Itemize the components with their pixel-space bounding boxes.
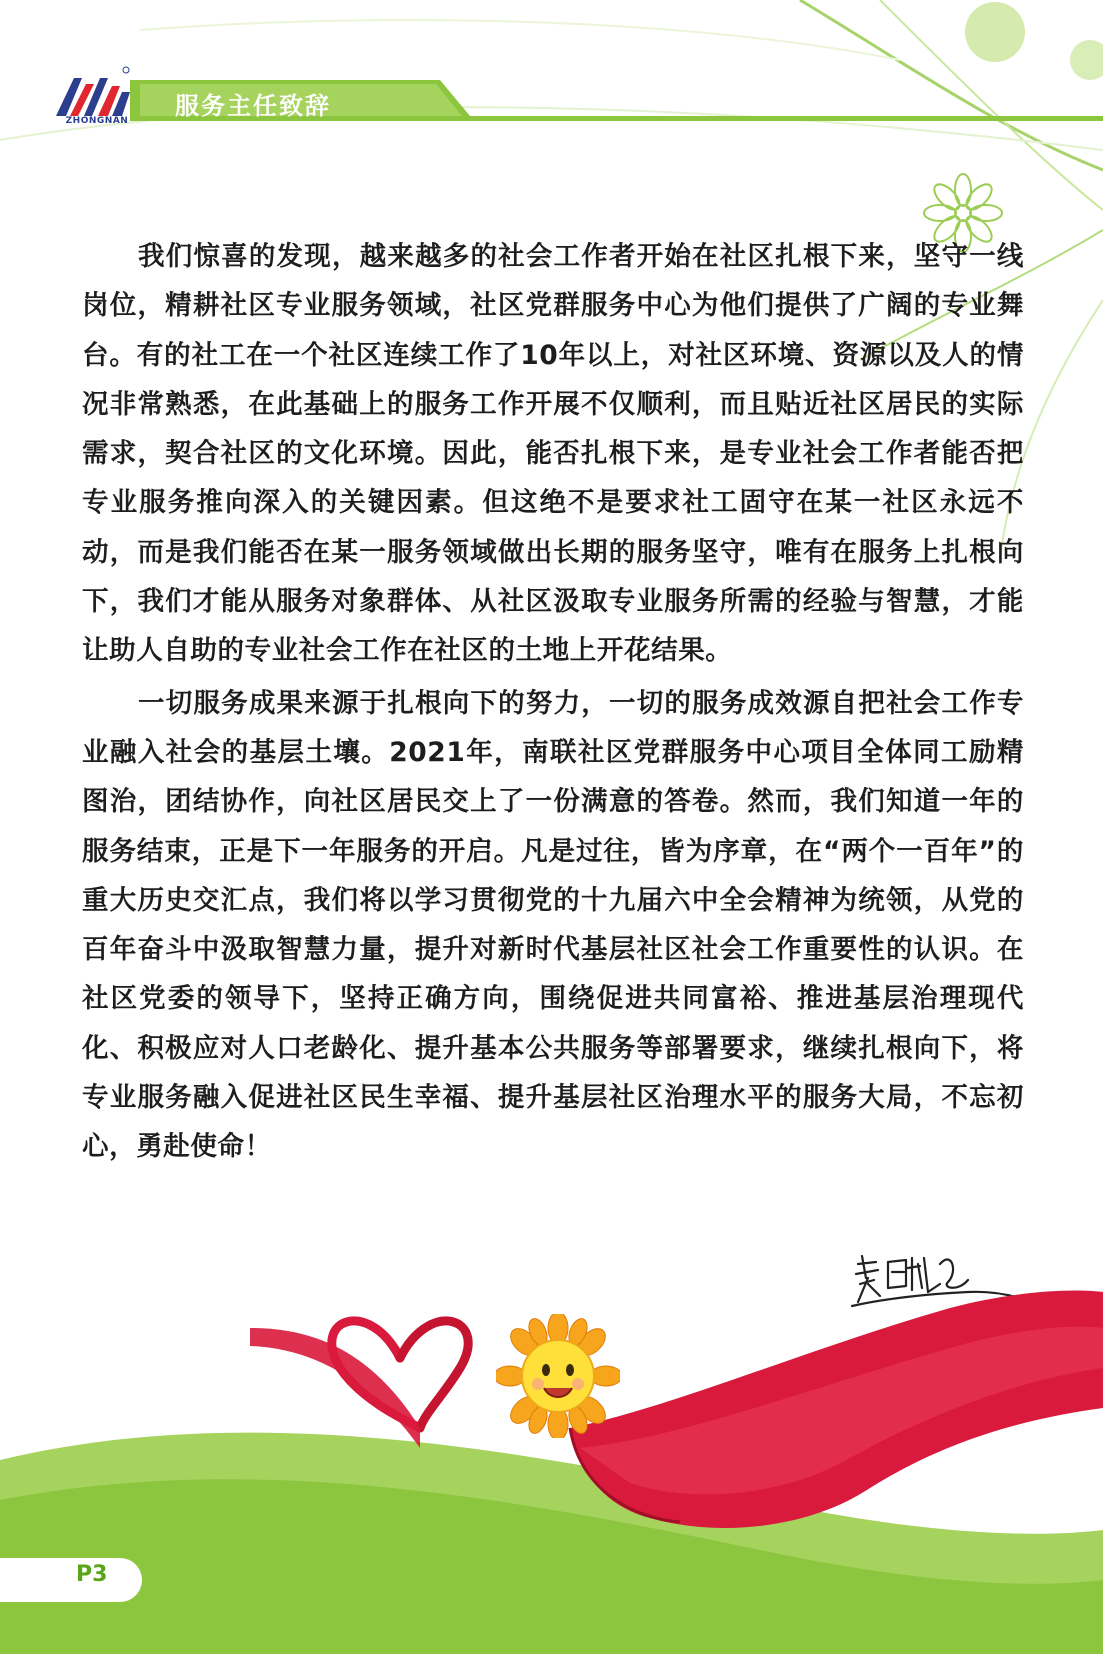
page-number: P3 [76, 1562, 108, 1587]
section-title: 服务主任致辞 [175, 92, 331, 120]
paragraph: 一切服务成果来源于扎根向下的努力，一切的服务成效源自把社会工作专业融入社会的基层土壤。2021年，南联社区党群服务中心项目全体同工励精图治，团结协作，向社区居民交上了一份满意的答卷。然而，我们知道一年的服务结束，正是下一年服务的开启。凡是过往，皆为序章，在“两个一百年”的重大历史交汇点，我们将以学习贯彻党的十九届六中全会精神为统领，从党的百年奋斗中汲取智慧力量，提升对新时代基层社区社会工作重要性的认识。在社区党委的领导下，坚持正确方向，围绕促进共同富裕、推进基层治理现代化、积极应对人口老龄化、提升基本公共服务等部署要求，继续扎根向下，将专业服务融入促进社区民生幸福、提升基层社区治理水平的服务大局，不忘初心，勇赴使命！ [82, 687, 1024, 1163]
logo-wordmark: ZHONGNAN [65, 116, 129, 126]
paragraph: 我们惊喜的发现，越来越多的社会工作者开始在社区扎根下来，坚守一线岗位，精耕社区专业服务领域，社区党群服务中心为他们提供了广阔的专业舞台。有的社工在一个社区连续工作了10年以上，对社区环境、资源以及人的情况非常熟悉，在此基础上的服务工作开展不仅顺利，而且贴近社区居民的实际需求，契合社区的文化环境。因此，能否扎根下来，是专业社会工作者能否把专业服务推向深入的关键因素。但这绝不是要求社工固守在某一社区永远不动，而是我们能否在某一服务领域做出长期的服务坚守，唯有在服务上扎根向下，我们才能从服务对象群体、从社区汲取专业服务所需的经验与智慧，才能让助人自助的专业社会工作在社区的土地上开花结果。 [82, 241, 1024, 667]
smiling-sunflower-icon [496, 1314, 620, 1438]
letter-body [82, 232, 1024, 1175]
red-ribbon-decoration [250, 1288, 1103, 1548]
